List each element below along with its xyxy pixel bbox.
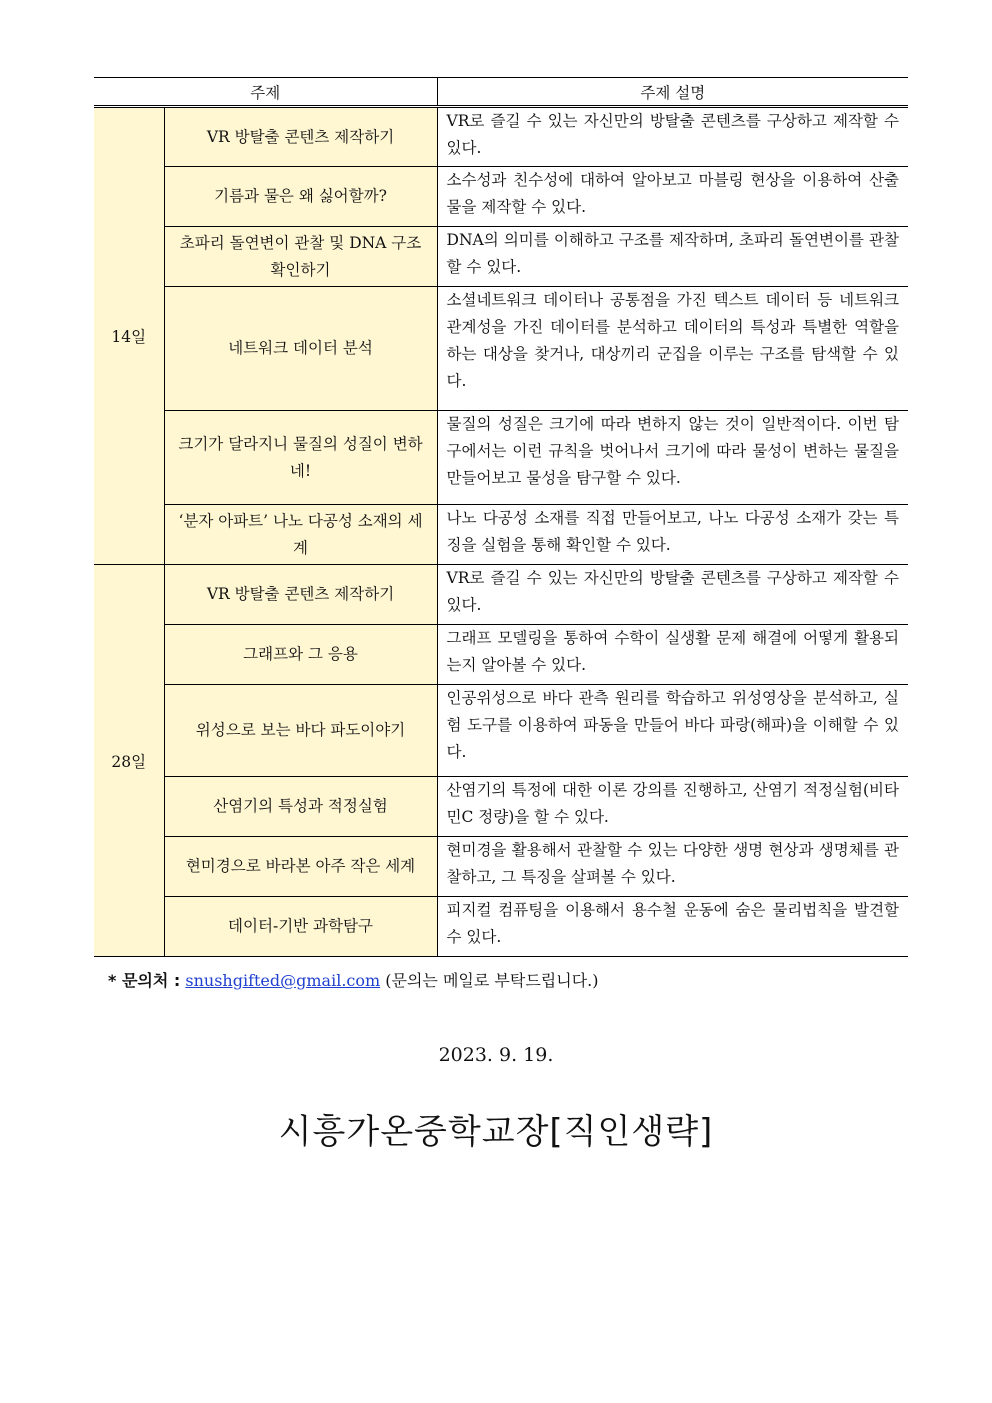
topic-cell: 그래프와 그 응용 xyxy=(164,625,437,685)
table-row xyxy=(94,287,908,411)
description-cell: 소수성과 친수성에 대하여 알아보고 마블링 현상을 이용하여 산출물을 제작할 수 있다. xyxy=(437,167,908,227)
day-label: 28일 xyxy=(94,565,164,957)
table-row xyxy=(94,107,908,167)
table-row xyxy=(94,227,908,287)
contact-label: * 문의처 : xyxy=(108,971,181,990)
table-row xyxy=(94,837,908,897)
description-cell: DNA의 의미를 이해하고 구조를 제작하며, 초파리 돌연변이를 관찰할 수 있다. xyxy=(437,227,908,287)
contact-note: (문의는 메일로 부탁드립니다.) xyxy=(385,971,599,990)
table-row xyxy=(94,685,908,777)
topic-cell: VR 방탈출 콘텐츠 제작하기 xyxy=(164,107,437,167)
table-row xyxy=(94,167,908,227)
table-body xyxy=(94,107,908,957)
table-row xyxy=(94,625,908,685)
description-cell: VR로 즐길 수 있는 자신만의 방탈출 콘텐츠를 구상하고 제작할 수 있다. xyxy=(437,565,908,625)
description-cell: 물질의 성질은 크기에 따라 변하지 않는 것이 일반적이다. 이번 탐구에서는 이런 규칙을 벗어나서 크기에 따라 물성이 변하는 물질을 만들어보고 물성을 탐구할 수 있다. xyxy=(437,411,908,505)
issuer-signature: 시흥가온중학교장[직인생략] xyxy=(278,1112,714,1152)
table-header-row xyxy=(94,78,908,107)
topic-cell: 기름과 물은 왜 싫어할까? xyxy=(164,167,437,227)
description-cell: 현미경을 활용해서 관찰할 수 있는 다양한 생명 현상과 생명체를 관찰하고, 그 특징을 살펴볼 수 있다. xyxy=(437,837,908,897)
table-row xyxy=(94,565,908,625)
topic-cell: 초파리 돌연변이 관찰 및 DNA 구조 확인하기 xyxy=(164,227,437,287)
program-schedule-table xyxy=(94,77,908,957)
table-row xyxy=(94,411,908,505)
topic-cell: 위성으로 보는 바다 파도이야기 xyxy=(164,685,437,777)
description-cell: 인공위성으로 바다 관측 원리를 학습하고 위성영상을 분석하고, 실험 도구를 이용하여 파동을 만들어 바다 파랑(해파)을 이해할 수 있다. xyxy=(437,685,908,777)
topic-cell: ‘분자 아파트’ 나노 다공성 소재의 세계 xyxy=(164,505,437,565)
topic-cell: 데이터-기반 과학탐구 xyxy=(164,897,437,957)
description-cell: 피지컬 컴퓨팅을 이용해서 용수철 운동에 숨은 물리법칙을 발견할 수 있다. xyxy=(437,897,908,957)
topic-cell: 크기가 달라지니 물질의 성질이 변하네! xyxy=(164,411,437,505)
description-cell: 나노 다공성 소재를 직접 만들어보고, 나노 다공성 소재가 갖는 특징을 실험을 통해 확인할 수 있다. xyxy=(437,505,908,565)
table-row xyxy=(94,505,908,565)
topic-cell: 네트워크 데이터 분석 xyxy=(164,287,437,411)
description-cell: VR로 즐길 수 있는 자신만의 방탈출 콘텐츠를 구상하고 제작할 수 있다. xyxy=(437,107,908,167)
table-row xyxy=(94,897,908,957)
header-topic: 주제 xyxy=(94,78,437,107)
contact-line xyxy=(108,968,598,991)
day-label: 14일 xyxy=(94,107,164,565)
topic-cell: 산염기의 특성과 적정실험 xyxy=(164,777,437,837)
table-row xyxy=(94,777,908,837)
description-cell: 그래프 모델링을 통하여 수학이 실생활 문제 해결에 어떻게 활용되는지 알아볼 수 있다. xyxy=(437,625,908,685)
topic-cell: VR 방탈출 콘텐츠 제작하기 xyxy=(164,565,437,625)
topic-cell: 현미경으로 바라본 아주 작은 세계 xyxy=(164,837,437,897)
description-cell: 소셜네트워크 데이터나 공통점을 가진 텍스트 데이터 등 네트워크 관계성을 가진 데이터를 분석하고 데이터의 특성과 특별한 역할을 하는 대상을 찾거나, 대상끼리 군집을 이루는 구조를 탐색할 수 있다. xyxy=(437,287,908,411)
contact-email-link[interactable]: snushgifted@gmail.com xyxy=(185,971,381,990)
header-description: 주제 설명 xyxy=(437,78,908,107)
description-cell: 산염기의 특정에 대한 이론 강의를 진행하고, 산염기 적정실험(비타민C 정량)을 할 수 있다. xyxy=(437,777,908,837)
document-date: 2023. 9. 19. xyxy=(438,1044,554,1066)
